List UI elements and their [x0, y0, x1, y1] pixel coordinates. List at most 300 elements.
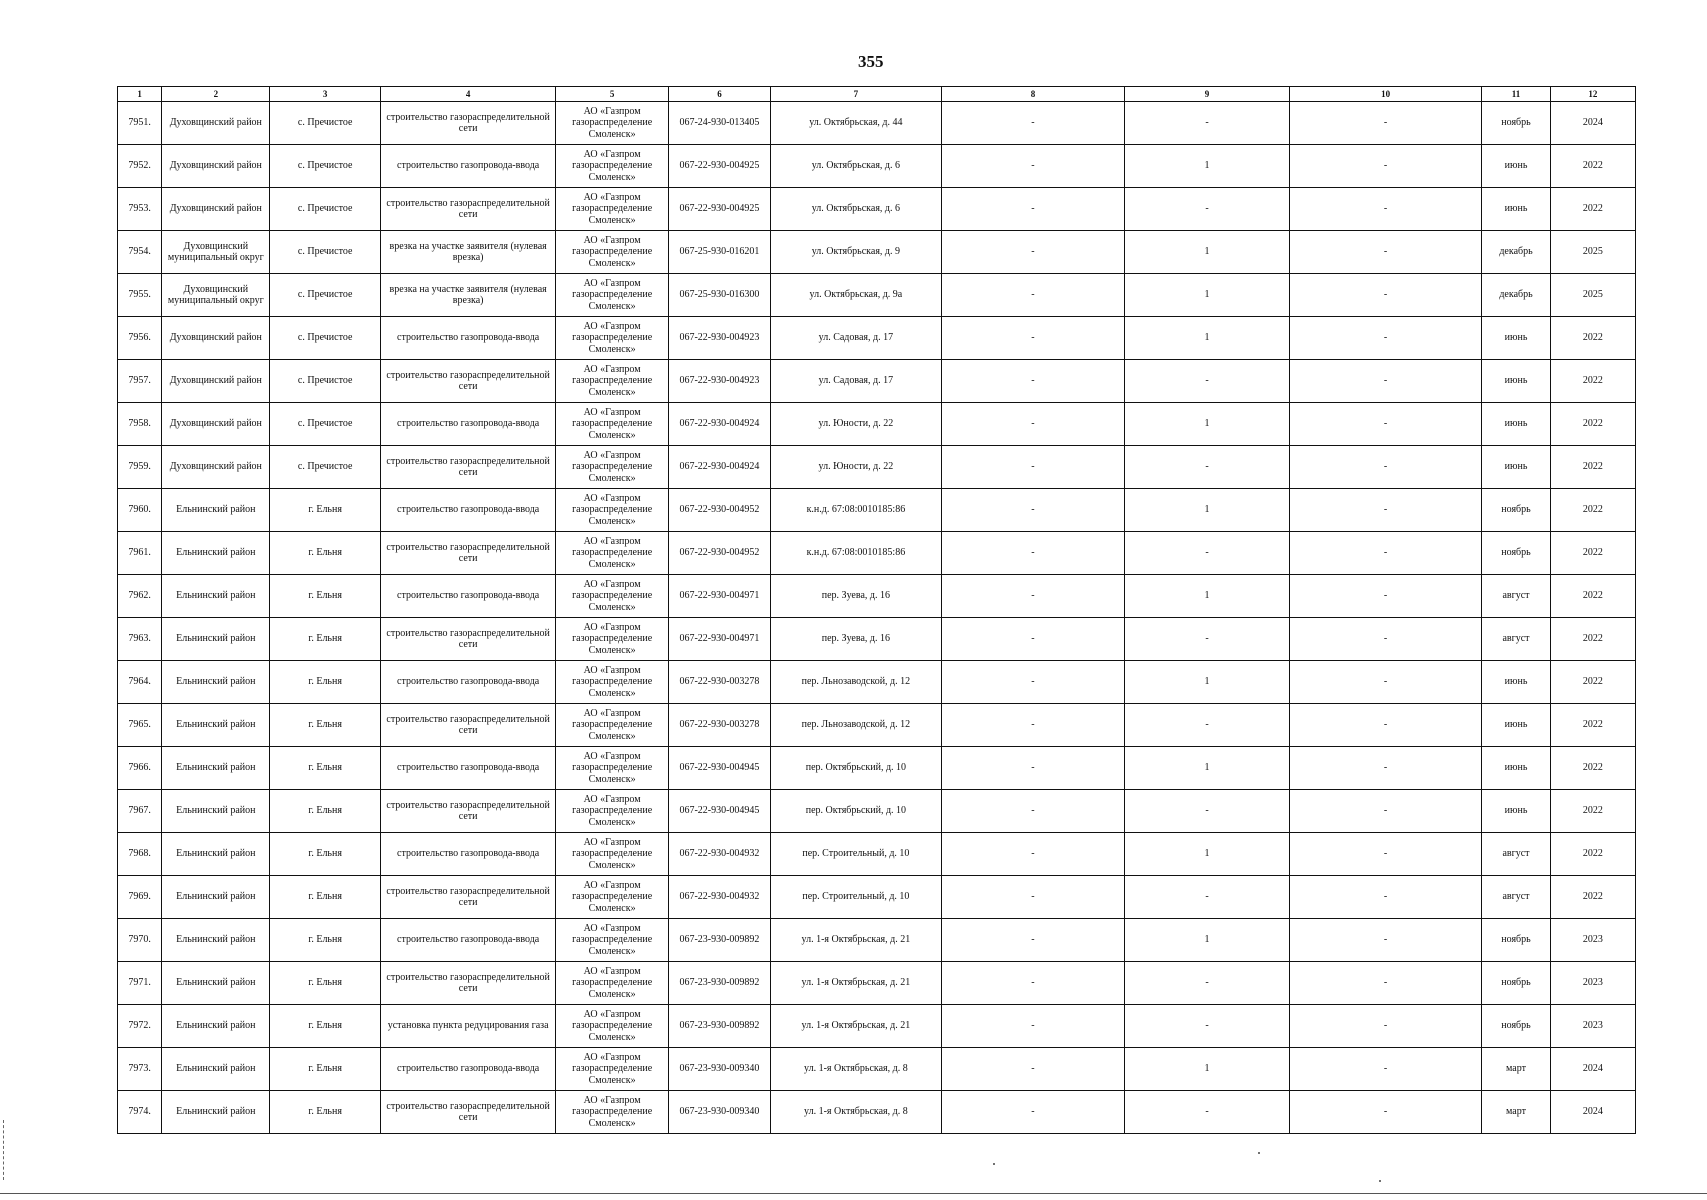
object-code-cell: 067-22-930-004971: [668, 575, 770, 618]
month-cell: ноябрь: [1482, 532, 1550, 575]
row-number: 7971.: [118, 962, 162, 1005]
scan-speck: [1258, 1152, 1260, 1154]
column-9-cell: -: [1125, 704, 1290, 747]
table-row: [118, 489, 1636, 532]
organization-cell: АО «Газпром газораспределение Смоленск»: [556, 489, 668, 532]
row-number: 7962.: [118, 575, 162, 618]
year-cell: 2024: [1550, 1091, 1635, 1134]
table-row: [118, 360, 1636, 403]
month-cell: март: [1482, 1091, 1550, 1134]
month-cell: декабрь: [1482, 231, 1550, 274]
month-cell: июнь: [1482, 747, 1550, 790]
address-cell: к.н.д. 67:08:0010185:86: [771, 532, 942, 575]
work-type-cell: строительство газопровода-ввода: [380, 145, 556, 188]
column-8-cell: -: [941, 231, 1125, 274]
work-type-cell: строительство газораспределительной сети: [380, 962, 556, 1005]
work-type-cell: строительство газопровода-ввода: [380, 833, 556, 876]
organization-cell: АО «Газпром газораспределение Смоленск»: [556, 1005, 668, 1048]
year-cell: 2022: [1550, 188, 1635, 231]
work-type-cell: строительство газораспределительной сети: [380, 790, 556, 833]
column-9-cell: 1: [1125, 661, 1290, 704]
object-code-cell: 067-22-930-004925: [668, 145, 770, 188]
locality-cell: с. Пречистое: [270, 231, 380, 274]
column-10-cell: -: [1289, 919, 1482, 962]
object-code-cell: 067-22-930-004952: [668, 532, 770, 575]
organization-cell: АО «Газпром газораспределение Смоленск»: [556, 876, 668, 919]
address-cell: ул. Юности, д. 22: [771, 446, 942, 489]
column-9-cell: 1: [1125, 231, 1290, 274]
address-cell: ул. Садовая, д. 17: [771, 317, 942, 360]
column-10-cell: -: [1289, 1091, 1482, 1134]
row-number: 7953.: [118, 188, 162, 231]
column-10-cell: -: [1289, 790, 1482, 833]
locality-cell: г. Ельня: [270, 1091, 380, 1134]
district-cell: Ельнинский район: [162, 790, 270, 833]
district-cell: Духовщинский район: [162, 102, 270, 145]
address-cell: пер. Льнозаводской, д. 12: [771, 661, 942, 704]
column-10-cell: -: [1289, 145, 1482, 188]
object-code-cell: 067-22-930-004932: [668, 833, 770, 876]
year-cell: 2022: [1550, 575, 1635, 618]
column-8-cell: -: [941, 661, 1125, 704]
object-code-cell: 067-22-930-004923: [668, 360, 770, 403]
district-cell: Ельнинский район: [162, 1048, 270, 1091]
table-row: [118, 790, 1636, 833]
locality-cell: г. Ельня: [270, 876, 380, 919]
column-8-cell: -: [941, 919, 1125, 962]
column-8-cell: -: [941, 833, 1125, 876]
month-cell: ноябрь: [1482, 489, 1550, 532]
address-cell: пер. Октябрьский, д. 10: [771, 747, 942, 790]
locality-cell: г. Ельня: [270, 1005, 380, 1048]
object-code-cell: 067-22-930-004932: [668, 876, 770, 919]
row-number: 7951.: [118, 102, 162, 145]
object-code-cell: 067-22-930-004945: [668, 790, 770, 833]
year-cell: 2022: [1550, 661, 1635, 704]
locality-cell: г. Ельня: [270, 962, 380, 1005]
scan-margin-marks: [3, 1120, 5, 1180]
table-row: [118, 274, 1636, 317]
organization-cell: АО «Газпром газораспределение Смоленск»: [556, 575, 668, 618]
organization-cell: АО «Газпром газораспределение Смоленск»: [556, 704, 668, 747]
row-number: 7958.: [118, 403, 162, 446]
year-cell: 2022: [1550, 833, 1635, 876]
page-number: 355: [858, 52, 884, 71]
object-code-cell: 067-22-930-003278: [668, 661, 770, 704]
month-cell: июнь: [1482, 790, 1550, 833]
column-8-cell: -: [941, 1091, 1125, 1134]
table-row: [118, 446, 1636, 489]
object-code-cell: 067-22-930-004924: [668, 403, 770, 446]
column-10-cell: -: [1289, 618, 1482, 661]
work-type-cell: строительство газораспределительной сети: [380, 704, 556, 747]
object-code-cell: 067-25-930-016300: [668, 274, 770, 317]
object-code-cell: 067-24-930-013405: [668, 102, 770, 145]
object-code-cell: 067-22-930-004971: [668, 618, 770, 661]
column-8-cell: -: [941, 102, 1125, 145]
object-code-cell: 067-22-930-004925: [668, 188, 770, 231]
table-row: [118, 231, 1636, 274]
column-10-cell: -: [1289, 1005, 1482, 1048]
column-8-cell: -: [941, 704, 1125, 747]
year-cell: 2022: [1550, 876, 1635, 919]
organization-cell: АО «Газпром газораспределение Смоленск»: [556, 532, 668, 575]
column-8-cell: -: [941, 1048, 1125, 1091]
table-row: [118, 102, 1636, 145]
year-cell: 2022: [1550, 704, 1635, 747]
address-cell: пер. Строительный, д. 10: [771, 833, 942, 876]
organization-cell: АО «Газпром газораспределение Смоленск»: [556, 102, 668, 145]
district-cell: Ельнинский район: [162, 962, 270, 1005]
locality-cell: с. Пречистое: [270, 403, 380, 446]
work-type-cell: строительство газопровода-ввода: [380, 403, 556, 446]
month-cell: июнь: [1482, 360, 1550, 403]
district-cell: Ельнинский район: [162, 704, 270, 747]
organization-cell: АО «Газпром газораспределение Смоленск»: [556, 446, 668, 489]
row-number: 7956.: [118, 317, 162, 360]
year-cell: 2022: [1550, 618, 1635, 661]
column-number-header: 9: [1125, 87, 1290, 102]
row-number: 7963.: [118, 618, 162, 661]
address-cell: ул. Садовая, д. 17: [771, 360, 942, 403]
locality-cell: с. Пречистое: [270, 274, 380, 317]
column-9-cell: 1: [1125, 145, 1290, 188]
column-number-header: 5: [556, 87, 668, 102]
column-9-cell: -: [1125, 188, 1290, 231]
row-number: 7972.: [118, 1005, 162, 1048]
column-8-cell: -: [941, 1005, 1125, 1048]
column-10-cell: -: [1289, 317, 1482, 360]
row-number: 7969.: [118, 876, 162, 919]
row-number: 7952.: [118, 145, 162, 188]
column-8-cell: -: [941, 618, 1125, 661]
year-cell: 2024: [1550, 1048, 1635, 1091]
month-cell: июнь: [1482, 145, 1550, 188]
organization-cell: АО «Газпром газораспределение Смоленск»: [556, 747, 668, 790]
table-row: [118, 747, 1636, 790]
column-8-cell: -: [941, 747, 1125, 790]
table-row: [118, 618, 1636, 661]
district-cell: Ельнинский район: [162, 919, 270, 962]
column-10-cell: -: [1289, 532, 1482, 575]
table-row: [118, 833, 1636, 876]
table-row: [118, 661, 1636, 704]
scan-speck: [993, 1163, 995, 1165]
district-cell: Ельнинский район: [162, 618, 270, 661]
address-cell: к.н.д. 67:08:0010185:86: [771, 489, 942, 532]
object-code-cell: 067-22-930-004952: [668, 489, 770, 532]
object-code-cell: 067-22-930-004924: [668, 446, 770, 489]
district-cell: Духовщинский муниципальный округ: [162, 231, 270, 274]
column-10-cell: -: [1289, 704, 1482, 747]
column-9-cell: 1: [1125, 317, 1290, 360]
district-cell: Духовщинский район: [162, 360, 270, 403]
column-9-cell: -: [1125, 962, 1290, 1005]
column-number-row: [118, 87, 1636, 102]
month-cell: июнь: [1482, 188, 1550, 231]
table-row: [118, 1048, 1636, 1091]
district-cell: Ельнинский район: [162, 575, 270, 618]
work-type-cell: строительство газораспределительной сети: [380, 360, 556, 403]
table-row: [118, 919, 1636, 962]
locality-cell: г. Ельня: [270, 704, 380, 747]
year-cell: 2023: [1550, 1005, 1635, 1048]
year-cell: 2023: [1550, 962, 1635, 1005]
table-row: [118, 317, 1636, 360]
work-type-cell: врезка на участке заявителя (нулевая врезка): [380, 274, 556, 317]
column-9-cell: -: [1125, 532, 1290, 575]
month-cell: июнь: [1482, 446, 1550, 489]
year-cell: 2023: [1550, 919, 1635, 962]
column-number-header: 11: [1482, 87, 1550, 102]
table-row: [118, 962, 1636, 1005]
district-cell: Духовщинский район: [162, 446, 270, 489]
organization-cell: АО «Газпром газораспределение Смоленск»: [556, 790, 668, 833]
object-code-cell: 067-22-930-003278: [668, 704, 770, 747]
object-code-cell: 067-25-930-016201: [668, 231, 770, 274]
address-cell: пер. Зуева, д. 16: [771, 575, 942, 618]
table-row: [118, 704, 1636, 747]
object-code-cell: 067-22-930-004923: [668, 317, 770, 360]
work-type-cell: строительство газопровода-ввода: [380, 747, 556, 790]
column-9-cell: -: [1125, 446, 1290, 489]
year-cell: 2025: [1550, 274, 1635, 317]
column-8-cell: -: [941, 188, 1125, 231]
address-cell: ул. 1-я Октябрьская, д. 21: [771, 1005, 942, 1048]
object-code-cell: 067-23-930-009892: [668, 919, 770, 962]
column-10-cell: -: [1289, 403, 1482, 446]
work-type-cell: строительство газораспределительной сети: [380, 876, 556, 919]
district-cell: Ельнинский район: [162, 876, 270, 919]
row-number: 7973.: [118, 1048, 162, 1091]
column-9-cell: 1: [1125, 833, 1290, 876]
column-10-cell: -: [1289, 188, 1482, 231]
column-9-cell: -: [1125, 618, 1290, 661]
column-number-header: 8: [941, 87, 1125, 102]
work-type-cell: строительство газопровода-ввода: [380, 919, 556, 962]
column-number-header: 12: [1550, 87, 1635, 102]
column-number-header: 3: [270, 87, 380, 102]
column-10-cell: -: [1289, 231, 1482, 274]
work-type-cell: строительство газопровода-ввода: [380, 661, 556, 704]
column-number-header: 6: [668, 87, 770, 102]
column-number-header: 2: [162, 87, 270, 102]
month-cell: ноябрь: [1482, 962, 1550, 1005]
column-9-cell: -: [1125, 790, 1290, 833]
work-type-cell: строительство газопровода-ввода: [380, 489, 556, 532]
column-9-cell: 1: [1125, 1048, 1290, 1091]
column-10-cell: -: [1289, 274, 1482, 317]
row-number: 7957.: [118, 360, 162, 403]
organization-cell: АО «Газпром газораспределение Смоленск»: [556, 360, 668, 403]
table-row: [118, 145, 1636, 188]
month-cell: июнь: [1482, 317, 1550, 360]
work-type-cell: строительство газопровода-ввода: [380, 575, 556, 618]
address-cell: ул. Октябрьская, д. 44: [771, 102, 942, 145]
table-row: [118, 532, 1636, 575]
locality-cell: с. Пречистое: [270, 145, 380, 188]
column-10-cell: -: [1289, 661, 1482, 704]
organization-cell: АО «Газпром газораспределение Смоленск»: [556, 145, 668, 188]
row-number: 7960.: [118, 489, 162, 532]
month-cell: ноябрь: [1482, 919, 1550, 962]
row-number: 7967.: [118, 790, 162, 833]
table-row: [118, 575, 1636, 618]
address-cell: ул. Юности, д. 22: [771, 403, 942, 446]
table-body: [118, 102, 1636, 1134]
column-8-cell: -: [941, 790, 1125, 833]
year-cell: 2022: [1550, 489, 1635, 532]
year-cell: 2022: [1550, 790, 1635, 833]
column-8-cell: -: [941, 274, 1125, 317]
column-9-cell: -: [1125, 102, 1290, 145]
organization-cell: АО «Газпром газораспределение Смоленск»: [556, 1091, 668, 1134]
object-code-cell: 067-23-930-009892: [668, 1005, 770, 1048]
address-cell: пер. Октябрьский, д. 10: [771, 790, 942, 833]
column-10-cell: -: [1289, 962, 1482, 1005]
work-type-cell: строительство газопровода-ввода: [380, 1048, 556, 1091]
column-8-cell: -: [941, 317, 1125, 360]
column-9-cell: 1: [1125, 489, 1290, 532]
work-type-cell: строительство газораспределительной сети: [380, 102, 556, 145]
locality-cell: с. Пречистое: [270, 317, 380, 360]
row-number: 7959.: [118, 446, 162, 489]
locality-cell: с. Пречистое: [270, 188, 380, 231]
district-cell: Духовщинский район: [162, 188, 270, 231]
district-cell: Духовщинский район: [162, 317, 270, 360]
work-type-cell: строительство газораспределительной сети: [380, 1091, 556, 1134]
work-type-cell: строительство газопровода-ввода: [380, 317, 556, 360]
district-cell: Ельнинский район: [162, 747, 270, 790]
organization-cell: АО «Газпром газораспределение Смоленск»: [556, 188, 668, 231]
month-cell: август: [1482, 618, 1550, 661]
column-10-cell: -: [1289, 833, 1482, 876]
column-9-cell: 1: [1125, 274, 1290, 317]
column-number-header: 1: [118, 87, 162, 102]
row-number: 7955.: [118, 274, 162, 317]
locality-cell: с. Пречистое: [270, 446, 380, 489]
column-8-cell: -: [941, 446, 1125, 489]
column-8-cell: -: [941, 532, 1125, 575]
scan-speck: [1379, 1180, 1381, 1182]
column-number-header: 10: [1289, 87, 1482, 102]
column-10-cell: -: [1289, 747, 1482, 790]
locality-cell: г. Ельня: [270, 618, 380, 661]
row-number: 7964.: [118, 661, 162, 704]
table-row: [118, 1005, 1636, 1048]
locality-cell: с. Пречистое: [270, 360, 380, 403]
table-row: [118, 1091, 1636, 1134]
column-10-cell: -: [1289, 1048, 1482, 1091]
column-10-cell: -: [1289, 102, 1482, 145]
scan-edge-line: [0, 1193, 1707, 1194]
column-8-cell: -: [941, 575, 1125, 618]
address-cell: ул. Октябрьская, д. 9: [771, 231, 942, 274]
work-type-cell: строительство газораспределительной сети: [380, 446, 556, 489]
district-cell: Духовщинский муниципальный округ: [162, 274, 270, 317]
address-cell: ул. Октябрьская, д. 9а: [771, 274, 942, 317]
column-9-cell: 1: [1125, 575, 1290, 618]
work-type-cell: врезка на участке заявителя (нулевая врезка): [380, 231, 556, 274]
month-cell: август: [1482, 575, 1550, 618]
year-cell: 2022: [1550, 360, 1635, 403]
column-8-cell: -: [941, 876, 1125, 919]
row-number: 7970.: [118, 919, 162, 962]
column-10-cell: -: [1289, 360, 1482, 403]
locality-cell: г. Ельня: [270, 661, 380, 704]
work-type-cell: строительство газораспределительной сети: [380, 618, 556, 661]
work-type-cell: строительство газораспределительной сети: [380, 188, 556, 231]
register-table: [117, 86, 1636, 1134]
address-cell: ул. Октябрьская, д. 6: [771, 145, 942, 188]
object-code-cell: 067-22-930-004945: [668, 747, 770, 790]
district-cell: Ельнинский район: [162, 1005, 270, 1048]
district-cell: Духовщинский район: [162, 403, 270, 446]
row-number: 7966.: [118, 747, 162, 790]
year-cell: 2025: [1550, 231, 1635, 274]
locality-cell: г. Ельня: [270, 1048, 380, 1091]
column-8-cell: -: [941, 403, 1125, 446]
column-9-cell: -: [1125, 876, 1290, 919]
locality-cell: г. Ельня: [270, 747, 380, 790]
address-cell: ул. 1-я Октябрьская, д. 8: [771, 1048, 942, 1091]
month-cell: ноябрь: [1482, 102, 1550, 145]
table-row: [118, 876, 1636, 919]
month-cell: август: [1482, 833, 1550, 876]
column-number-header: 7: [771, 87, 942, 102]
column-10-cell: -: [1289, 876, 1482, 919]
row-number: 7968.: [118, 833, 162, 876]
organization-cell: АО «Газпром газораспределение Смоленск»: [556, 1048, 668, 1091]
organization-cell: АО «Газпром газораспределение Смоленск»: [556, 962, 668, 1005]
month-cell: июнь: [1482, 403, 1550, 446]
locality-cell: г. Ельня: [270, 833, 380, 876]
column-9-cell: 1: [1125, 919, 1290, 962]
column-10-cell: -: [1289, 489, 1482, 532]
locality-cell: г. Ельня: [270, 790, 380, 833]
column-8-cell: -: [941, 489, 1125, 532]
address-cell: ул. Октябрьская, д. 6: [771, 188, 942, 231]
locality-cell: с. Пречистое: [270, 102, 380, 145]
address-cell: пер. Строительный, д. 10: [771, 876, 942, 919]
year-cell: 2022: [1550, 145, 1635, 188]
row-number: 7954.: [118, 231, 162, 274]
district-cell: Духовщинский район: [162, 145, 270, 188]
locality-cell: г. Ельня: [270, 532, 380, 575]
organization-cell: АО «Газпром газораспределение Смоленск»: [556, 274, 668, 317]
month-cell: август: [1482, 876, 1550, 919]
column-10-cell: -: [1289, 575, 1482, 618]
column-9-cell: -: [1125, 1005, 1290, 1048]
column-9-cell: 1: [1125, 747, 1290, 790]
organization-cell: АО «Газпром газораспределение Смоленск»: [556, 833, 668, 876]
object-code-cell: 067-23-930-009340: [668, 1091, 770, 1134]
object-code-cell: 067-23-930-009892: [668, 962, 770, 1005]
locality-cell: г. Ельня: [270, 575, 380, 618]
locality-cell: г. Ельня: [270, 489, 380, 532]
locality-cell: г. Ельня: [270, 919, 380, 962]
organization-cell: АО «Газпром газораспределение Смоленск»: [556, 317, 668, 360]
month-cell: ноябрь: [1482, 1005, 1550, 1048]
year-cell: 2024: [1550, 102, 1635, 145]
column-9-cell: 1: [1125, 403, 1290, 446]
organization-cell: АО «Газпром газораспределение Смоленск»: [556, 403, 668, 446]
month-cell: июнь: [1482, 704, 1550, 747]
table-row: [118, 188, 1636, 231]
year-cell: 2022: [1550, 403, 1635, 446]
column-10-cell: -: [1289, 446, 1482, 489]
address-cell: ул. 1-я Октябрьская, д. 8: [771, 1091, 942, 1134]
